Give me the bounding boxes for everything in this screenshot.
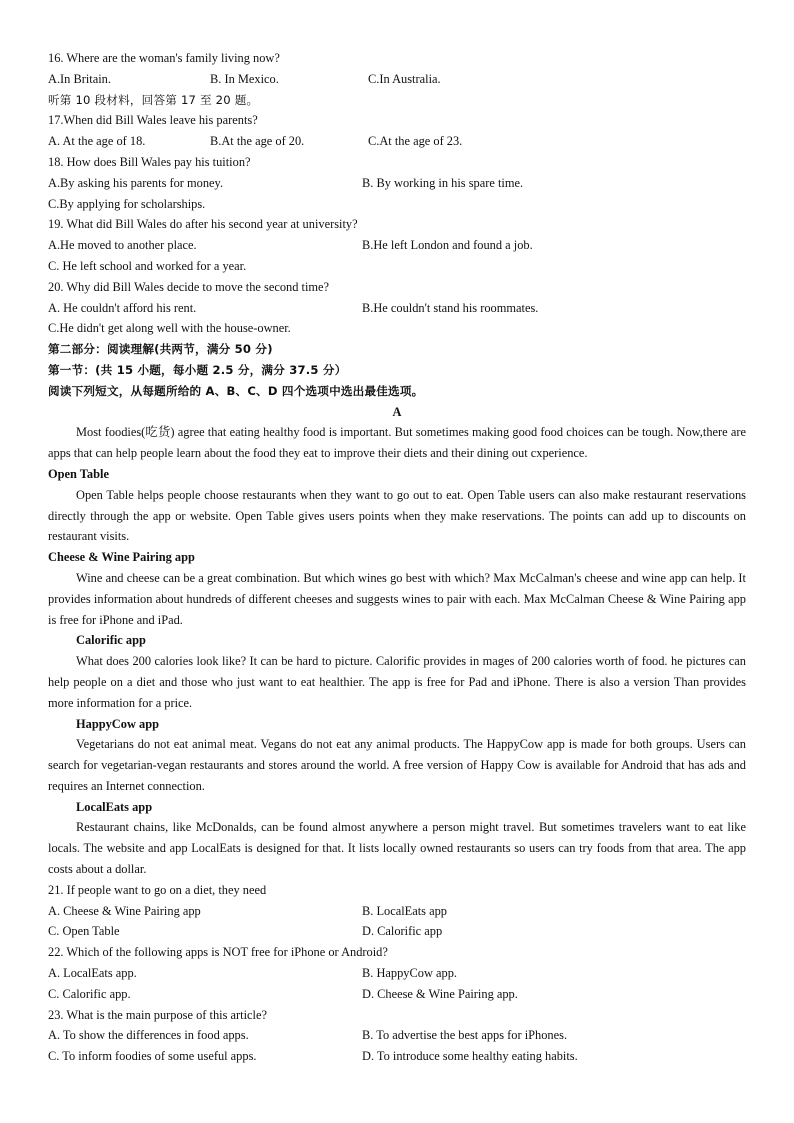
listening-instruction: 听第 10 段材料，回答第 17 至 20 题。 (48, 92, 259, 107)
option-18-b: B. By working in his spare time. (362, 175, 524, 190)
question-23-options-ab (48, 1025, 746, 1046)
question-20-stem: 20. Why did Bill Wales decide to move the second time? (48, 279, 330, 294)
question-23-options-cd (48, 1046, 746, 1067)
app-text-happycow (48, 734, 746, 796)
option-23-c: C. To inform foodies of some useful apps. (48, 1049, 257, 1064)
app-text-open-table (48, 485, 746, 547)
app-title-calorific: Calorific app (76, 633, 146, 648)
question-21-options-cd (48, 921, 746, 942)
app-title-cheese-wine: Cheese & Wine Pairing app (48, 550, 195, 565)
question-21-options-ab (48, 901, 746, 922)
question-22-options-cd (48, 984, 746, 1005)
question-18-options (48, 173, 746, 194)
option-21-a: A. Cheese & Wine Pairing app (48, 903, 201, 918)
passage-intro-text: Most foodies(吃货) agree that eating healthy food is important. But sometimes making good food choices can be tough. Now,there are apps that can help people learn about the food they eat to improve their diets and their dining out cxperience. (48, 425, 746, 461)
question-18-stem: 18. How does Bill Wales pay his tuition? (48, 154, 251, 169)
option-17-a: A. At the age of 18. (48, 134, 146, 149)
app-text-localeats-body: Restaurant chains, like McDonalds, can be found almost anywhere a person might travel. But sometimes travelers want to eat like locals. The website and app LocalEats is designed for that. It lists locally owned restaurants so users can try foods from that area. The app costs about a dollar. (48, 820, 746, 877)
option-20-a: A. He couldn't afford his rent. (48, 300, 197, 315)
app-title-open-table: Open Table (48, 466, 109, 481)
reading-instruction: 阅读下列短文，从每题所给的 A、B、C、D 四个选项中选出最佳选项。 (48, 383, 424, 398)
question-23-stem: 23. What is the main purpose of this article? (48, 1007, 267, 1022)
option-17-c: C.At the age of 23. (368, 134, 463, 149)
question-16-options (48, 69, 746, 90)
part-two-title: 第二部分：阅读理解(共两节，满分 50 分) (48, 342, 273, 357)
option-20-b: B.He couldn't stand his roommates. (362, 300, 539, 315)
app-text-cheese-wine-body: Wine and cheese can be a great combination. But which wines go best with which? Max McCalman's cheese and wine app can help. It provides information about hundreds of different cheeses and suggests wines to pair with each. Max McCalman Cheese & Wine Pairing app is free for iPhone and iPad. (48, 570, 746, 627)
option-16-c: C.In Australia. (368, 71, 441, 86)
question-19-stem: 19. What did Bill Wales do after his second year at university? (48, 217, 358, 232)
option-21-d: D. Calorific app (362, 924, 443, 939)
option-18-a: A.By asking his parents for money. (48, 175, 224, 190)
app-text-localeats (48, 817, 746, 879)
option-22-a: A. LocalEats app. (48, 966, 137, 981)
option-21-b: B. LocalEats app (362, 903, 447, 918)
option-16-b: B. In Mexico. (210, 71, 279, 86)
question-17-stem: 17.When did Bill Wales leave his parents? (48, 113, 258, 128)
app-title-happycow: HappyCow app (76, 716, 159, 731)
section-one-title: 第一节：(共 15 小题，每小题 2.5 分，满分 37.5 分） (48, 362, 347, 377)
option-22-d: D. Cheese & Wine Pairing app. (362, 986, 518, 1001)
question-16-stem: 16. Where are the woman's family living now? (48, 51, 280, 65)
app-text-open-table-body: Open Table helps people choose restaurants when they want to go out to eat. Open Table users can also make restaurant reservations directly through the app or website. Open Table gives users points when they make reservations. The points can add up to discounts on restaurant visits. (48, 487, 746, 544)
question-17-options (48, 131, 746, 152)
option-16-a: A.In Britain. (48, 71, 111, 86)
option-23-b: B. To advertise the best apps for iPhones. (362, 1028, 568, 1043)
option-18-c: C.By applying for scholarships. (48, 196, 206, 211)
option-23-a: A. To show the differences in food apps. (48, 1028, 249, 1043)
question-20-options (48, 298, 746, 319)
app-text-calorific (48, 651, 746, 713)
option-17-b: B.At the age of 20. (210, 134, 305, 149)
question-22-options-ab (48, 963, 746, 984)
passage-intro (48, 422, 746, 464)
app-text-happycow-body: Vegetarians do not eat animal meat. Vegans do not eat any animal products. The HappyCow app is made for both groups. Users can search for vegetarian-vegan restaurants and stores around the world. A free version of Happy Cow is available for Android that has ads and requires an Internet connection. (48, 737, 746, 793)
option-21-c: C. Open Table (48, 924, 120, 939)
passage-label: A (392, 404, 402, 419)
app-text-calorific-body: What does 200 calories look like? It can be hard to picture. Calorific provides in mages of 200 calories worth of food. he pictures can help people on a diet and those who just want to eat healthier. The app is free for Pad and iPhone. There is also a version Than provides more information for a price. (48, 654, 746, 710)
option-22-b: B. HappyCow app. (362, 966, 457, 981)
question-21-stem: 21. If people want to go on a diet, they need (48, 882, 267, 897)
option-20-c: C.He didn't get along well with the house-owner. (48, 321, 291, 336)
exam-page (48, 48, 746, 1067)
app-title-localeats: LocalEats app (76, 799, 153, 814)
option-22-c: C. Calorific app. (48, 986, 131, 1001)
option-19-c: C. He left school and worked for a year. (48, 258, 247, 273)
app-text-cheese-wine (48, 568, 746, 630)
option-19-b: B.He left London and found a job. (362, 238, 533, 253)
question-22-stem: 22. Which of the following apps is NOT free for iPhone or Android? (48, 945, 388, 960)
option-23-d: D. To introduce some healthy eating habits. (362, 1049, 578, 1064)
option-19-a: A.He moved to another place. (48, 238, 197, 253)
question-19-options (48, 235, 746, 256)
